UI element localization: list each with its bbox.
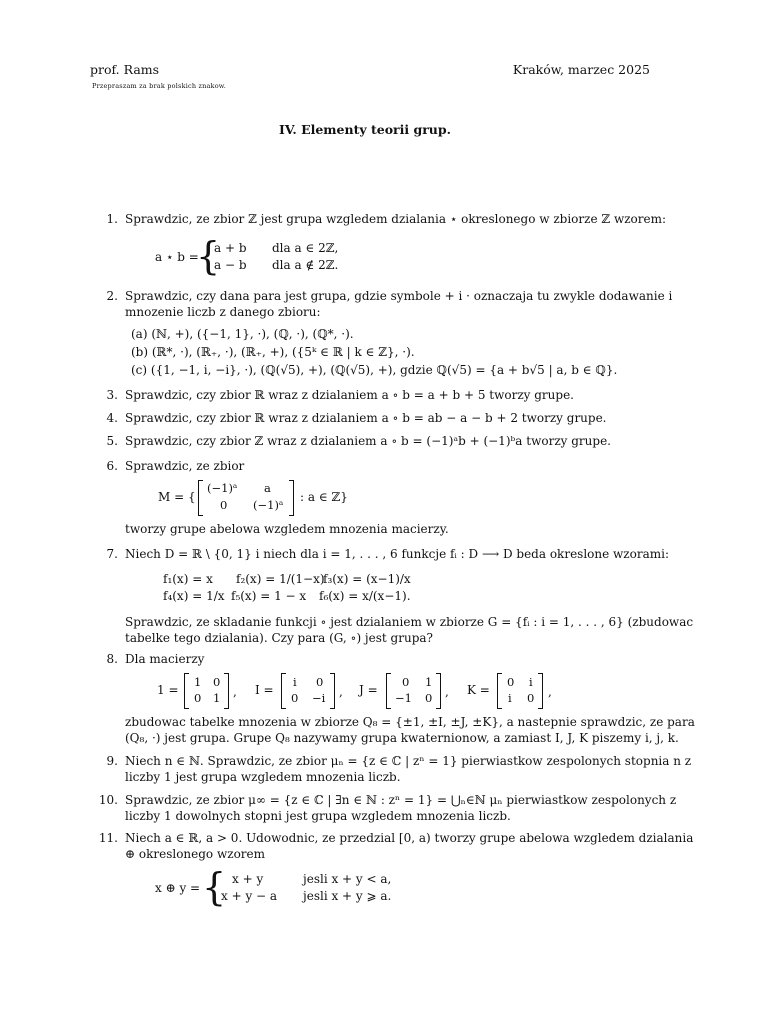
matrix-bracket-left: [184, 673, 189, 709]
problem-text: Sprawdzic, czy zbior ℤ wraz z dzialaniem a ∘ b = (−1)ᵃb + (−1)ᵇa tworzy grupe.: [125, 434, 611, 448]
problem-text: Niech n ∈ ℕ. Sprawdzic, ze zbior μₙ = {z ∈ ℂ | zⁿ = 1} pierwiastkow zespolonych stopnia n z: [125, 754, 692, 768]
problem-number: 6.: [106, 459, 118, 473]
separator-comma: ,: [233, 685, 237, 699]
matrix-cell: −1: [395, 691, 412, 705]
page-title: IV. Elementy teorii grup.: [279, 122, 451, 137]
case-condition: jesli x + y < a,: [303, 872, 392, 886]
problem-text: Sprawdzic, czy zbior ℝ wraz z dzialaniem a ∘ b = a + b + 5 tworzy grupe.: [125, 388, 574, 402]
problem-text: Sprawdzic, czy zbior ℝ wraz z dzialaniem a ∘ b = ab − a − b + 2 tworzy grupe.: [125, 411, 607, 425]
case-expression: x + y − a: [221, 889, 278, 903]
matrix-cell: 0: [220, 498, 228, 512]
matrix-cell: (−1)ᵃ: [207, 481, 238, 495]
matrix-cell: 0: [213, 675, 221, 689]
place-date: Kraków, marzec 2025: [512, 62, 650, 77]
problem-text: Sprawdzic, ze zbior μ∞ = {z ∈ ℂ | ∃n ∈ ℕ : zⁿ = 1} = ⋃ₙ∈ℕ μₙ pierwiastkow zespolonych z: [125, 793, 677, 807]
matrix-cell: 0: [291, 691, 299, 705]
matrix-cell: i: [293, 675, 297, 689]
separator-comma: ,: [445, 685, 449, 699]
separator-comma: ,: [548, 685, 552, 699]
brace-glyph: {: [202, 865, 227, 909]
function-def: f₆(x) = x/(x−1).: [319, 589, 411, 603]
case-expression: a − b: [214, 258, 247, 272]
problem-text: ⊕ okreslonego wzorem: [125, 847, 266, 861]
case-expression: a + b: [214, 241, 247, 255]
matrix-lhs: M = {: [158, 490, 196, 504]
matrix-bracket-right: [289, 480, 294, 516]
matrix-cell: 0: [425, 691, 433, 705]
problem-number: 8.: [106, 652, 118, 666]
matrix-cell: 0: [527, 691, 535, 705]
formula-lhs: a ⋆ b =: [155, 250, 199, 264]
subitem: (c) ({1, −1, i, −i}, ·), (ℚ(√5), +), (ℚ(√5), +), gdzie ℚ(√5) = {a + b√5 | a, b ∈ ℚ}.: [131, 363, 618, 377]
problem-number: 1.: [106, 212, 118, 226]
case-condition: dla a ∉ 2ℤ.: [272, 258, 339, 272]
matrix-bracket-right: [224, 673, 229, 709]
matrix-cell: 0: [194, 691, 202, 705]
problem-text: Dla macierzy: [125, 652, 205, 666]
matrix-cell: (−1)ᵃ: [253, 498, 284, 512]
matrix-bracket-right: [538, 673, 543, 709]
matrix-lhs: J =: [359, 683, 378, 697]
matrix-cell: a: [264, 481, 271, 495]
matrix-bracket-left: [386, 673, 391, 709]
problem-number: 5.: [106, 434, 118, 448]
problem-number: 2.: [106, 289, 118, 303]
problem-number: 9.: [106, 754, 118, 768]
matrix-cell: 1: [425, 675, 433, 689]
matrix-lhs: 1 =: [157, 683, 179, 697]
matrix-lhs: K =: [467, 683, 490, 697]
separator-comma: ,: [339, 685, 343, 699]
problem-number: 10.: [98, 793, 118, 807]
problem-text: mnozenie liczb z danego zbioru:: [125, 305, 321, 319]
matrix-bracket-right: [330, 673, 335, 709]
matrix-bracket-left: [198, 480, 203, 516]
matrix-cell: 1: [194, 675, 202, 689]
problem-text: Sprawdzic, ze skladanie funkcji ∘ jest dzialaniem w zbiorze G = {fᵢ : i = 1, . . . , 6} (zbudowac: [125, 615, 694, 629]
problem-text: Sprawdzic, ze zbior ℤ jest grupa wzgledem dzialania ⋆ okreslonego w zbiorze ℤ wzorem:: [125, 212, 667, 226]
problem-text: (Q₈, ·) jest grupa. Grupe Q₈ nazywamy grupa kwaternionow, a zamiast I, J, K piszemy i, j, k.: [125, 731, 679, 745]
matrix-cell: i: [508, 691, 512, 705]
problem-text: liczby 1 dowolnych stopni jest grupa wzgledem mnozenia liczb.: [125, 809, 511, 823]
case-condition: dla a ∈ 2ℤ,: [272, 241, 339, 255]
function-def: f₄(x) = 1/x: [163, 589, 225, 603]
problem-text: tabelke tego dzialania). Czy para (G, ∘) jest grupa?: [125, 631, 433, 645]
brace-glyph: {: [196, 234, 221, 278]
matrix-cell: 0: [507, 675, 515, 689]
matrix-bracket-left: [497, 673, 502, 709]
function-def: f₃(x) = (x−1)/x: [323, 572, 411, 586]
function-def: f₂(x) = 1/(1−x): [236, 572, 325, 586]
problem-number: 3.: [106, 388, 118, 402]
subitem: (a) (ℕ, +), ({−1, 1}, ·), (ℚ, ·), (ℚ*, ·).: [131, 327, 354, 341]
problem-text: tworzy grupe abelowa wzgledem mnozenia macierzy.: [125, 522, 449, 536]
problem-text: zbudowac tabelke mnozenia w zbiorze Q₈ = {±1, ±I, ±J, ±K}, a nastepnie sprawdzic, ze para: [125, 715, 695, 729]
apology-note: Przepraszam za brak polskich znakow.: [92, 82, 227, 90]
case-expression: x + y: [232, 872, 264, 886]
matrix-lhs: I =: [255, 683, 274, 697]
matrix-cell: 0: [402, 675, 410, 689]
function-def: f₁(x) = x: [163, 572, 213, 586]
problem-text: Sprawdzic, czy dana para jest grupa, gdzie symbole + i · oznaczaja tu zwykle dodawanie i: [125, 289, 673, 303]
author: prof. Rams: [90, 62, 160, 77]
subitem: (b) (ℝ*, ·), (ℝ₊, ·), (ℝ₊, +), ({5ᵏ ∈ ℝ | k ∈ ℤ}, ·).: [131, 345, 415, 359]
formula-lhs: x ⊕ y =: [155, 881, 201, 895]
problem-text: Sprawdzic, ze zbior: [125, 459, 245, 473]
matrix-cell: 0: [316, 675, 324, 689]
matrix-bracket-left: [281, 673, 286, 709]
matrix-bracket-right: [436, 673, 441, 709]
case-condition: jesli x + y ⩾ a.: [303, 889, 392, 903]
problem-text: liczby 1 jest grupa wzgledem mnozenia liczb.: [125, 770, 401, 784]
problem-number: 4.: [106, 411, 118, 425]
problem-number: 11.: [98, 831, 118, 845]
matrix-cell: −i: [312, 691, 326, 705]
function-def: f₅(x) = 1 − x: [231, 589, 307, 603]
matrix-condition: : a ∈ ℤ}: [300, 490, 348, 504]
matrix-cell: 1: [213, 691, 221, 705]
problem-text: Niech D = ℝ \ {0, 1} i niech dla i = 1, . . . , 6 funkcje fᵢ : D ⟶ D beda okreslone wzorami:: [125, 547, 670, 561]
matrix-cell: i: [529, 675, 533, 689]
problem-number: 7.: [106, 547, 118, 561]
problem-text: Niech a ∈ ℝ, a > 0. Udowodnic, ze przedzial [0, a) tworzy grupe abelowa wzgledem dzialania: [125, 831, 694, 845]
